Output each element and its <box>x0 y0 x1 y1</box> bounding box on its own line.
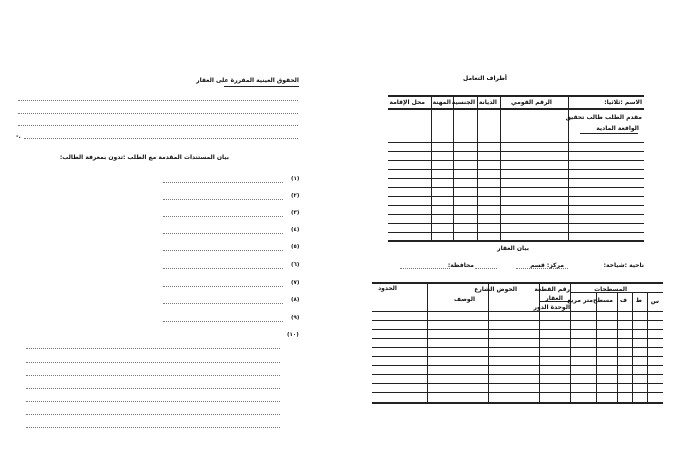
document-number: (٢) <box>291 193 300 199</box>
property-col-divider <box>488 282 489 403</box>
rights-line-3 <box>18 125 298 126</box>
parties-row-line <box>388 169 644 170</box>
notes-line-5 <box>26 401 280 402</box>
document-line <box>163 268 283 269</box>
parties-row-line <box>388 205 644 206</box>
notes-line-6 <box>26 414 280 415</box>
survey-header: المسطحات <box>594 286 627 293</box>
header-national-id: الرقم القومي <box>511 99 552 106</box>
document-line <box>163 303 283 304</box>
parties-row-line <box>388 151 644 152</box>
property-row-line <box>372 320 663 321</box>
plot-sub-unit-floor: الوحدة الدور <box>533 304 570 311</box>
plot-number-header: رقم القطعة <box>534 286 570 293</box>
applicant-underline <box>580 133 638 134</box>
parties-row-line <box>388 214 644 215</box>
parties-row-line <box>388 160 644 161</box>
document-number: (٥) <box>291 244 300 250</box>
parties-row-line <box>388 142 644 143</box>
parties-row-line <box>388 178 644 179</box>
header-name: الاسم :ثلاثيا: <box>604 99 642 106</box>
document-line <box>163 321 283 322</box>
parties-bottom-border <box>388 240 644 242</box>
property-row-line <box>372 329 663 330</box>
property-row-line <box>372 365 663 366</box>
rights-line-2 <box>18 113 298 114</box>
property-top-border <box>372 282 663 284</box>
rights-line-4 <box>24 138 298 139</box>
property-row-line <box>372 338 663 339</box>
document-number: (٨) <box>291 297 300 303</box>
document-number: (٧) <box>291 280 300 286</box>
plot-sub-property: العقار <box>545 295 563 302</box>
document-line <box>163 250 283 251</box>
markaz-dots <box>475 268 497 269</box>
header-religion: الديانة <box>478 99 497 106</box>
document-line <box>163 182 283 183</box>
property-row-line <box>372 347 663 348</box>
property-title: بيان العقار <box>497 245 529 252</box>
property-header-border <box>372 311 663 312</box>
location-muhafaza: محافظة: <box>447 262 474 269</box>
parties-row-line <box>388 232 644 233</box>
document-line <box>163 233 283 234</box>
document-number: (٤) <box>291 227 300 233</box>
parties-col-divider <box>500 95 501 241</box>
document-number: (٦) <box>291 262 300 268</box>
document-line <box>163 216 283 217</box>
muhafaza-dots <box>400 268 450 269</box>
rights-line-1 <box>18 100 298 101</box>
parties-row-line <box>388 187 644 188</box>
property-row-line <box>372 356 663 357</box>
rights-title-underline <box>224 86 299 87</box>
document-line <box>163 199 283 200</box>
notes-line-1 <box>26 348 280 349</box>
parties-title: أطراف التعامل <box>462 75 507 82</box>
rights-trailing-mark: -. <box>16 133 21 140</box>
applicant-line-2: الواقعة المادية <box>596 125 639 132</box>
notes-line-4 <box>26 388 280 389</box>
description-header: الوصف <box>453 296 475 303</box>
parties-row-line <box>388 223 644 224</box>
survey-col-sqm: متر مربع <box>567 297 593 304</box>
property-row-line <box>372 374 663 375</box>
notes-line-2 <box>26 362 280 363</box>
applicant-line-1: مقدم الطلب طالب تحقيق <box>565 114 642 121</box>
notes-line-3 <box>26 375 280 376</box>
property-row-line <box>372 383 663 384</box>
parties-col-divider <box>431 95 432 241</box>
location-markaz: مركز: قسم <box>530 262 564 269</box>
borders-header: الحدود <box>378 285 397 292</box>
document-number: (١) <box>291 176 300 182</box>
document-number: (١٠) <box>287 332 299 338</box>
header-profession: المهنة <box>432 99 451 106</box>
document-number: (٩) <box>291 315 300 321</box>
property-bottom-border <box>372 402 663 404</box>
parties-header-border <box>388 108 644 110</box>
survey-col-t: ط <box>635 297 642 304</box>
property-col-divider <box>427 282 428 403</box>
header-residence: محل الإقامة <box>389 99 425 106</box>
notes-line-7 <box>26 427 280 428</box>
parties-col-divider <box>477 95 478 241</box>
parties-top-border <box>388 95 644 97</box>
survey-col-s: س <box>650 298 659 305</box>
survey-col-area: مسطح <box>593 297 613 304</box>
parties-col-divider <box>453 95 454 241</box>
header-nationality: الجنسية <box>451 99 475 106</box>
basin-street-header: الحوض الشارع <box>474 286 517 293</box>
document-line <box>163 286 283 287</box>
survey-col-f: ف <box>620 297 627 304</box>
document-number: (٣) <box>291 210 300 216</box>
parties-row-line <box>388 196 644 197</box>
location-nahia: ناحية :شياخة: <box>603 262 644 269</box>
property-row-line <box>372 392 663 393</box>
rights-title: الحقوق العينية المقررة على العقار <box>196 77 299 84</box>
documents-title: بيان المستندات المقدمة مع الطلب :تدون بمعرفة الطالب: <box>59 154 229 161</box>
